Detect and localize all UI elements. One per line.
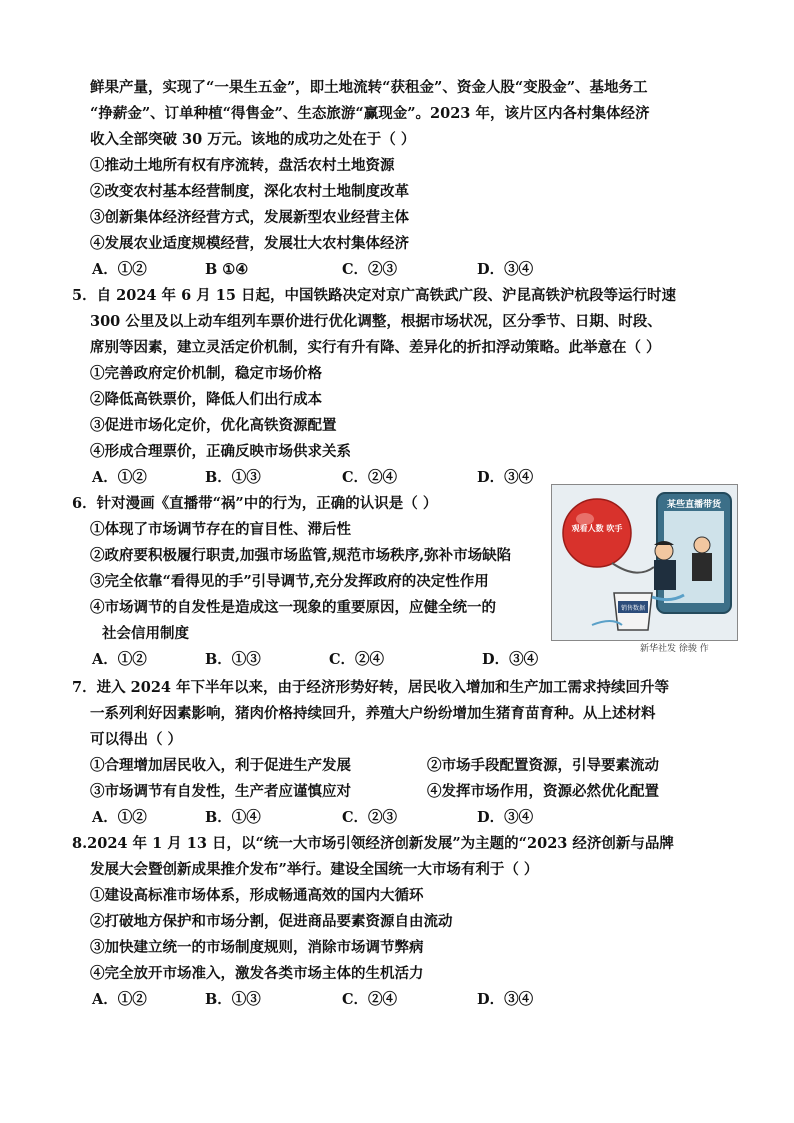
- statement: ④发挥市场作用，资源必然优化配置: [427, 783, 659, 800]
- option-a[interactable]: A．①②: [92, 469, 147, 486]
- option-d[interactable]: D．③④: [477, 261, 534, 278]
- cartoon-credit: 新华社发 徐骏 作: [640, 644, 709, 654]
- option-d[interactable]: D．③④: [482, 651, 539, 668]
- cartoon-illustration: [552, 485, 737, 640]
- statement: ③市场调节有自发性，生产者应谨慎应对: [90, 783, 351, 800]
- option-b[interactable]: B ①④: [205, 261, 249, 278]
- statement: ①推动土地所有权有序流转，盘活农村土地资源: [90, 157, 395, 174]
- stem-line: 5．自 2024 年 6 月 15 日起，中国铁路决定对京广高铁武广段、沪昆高铁沪杭段等运行时速: [72, 287, 676, 304]
- option-c[interactable]: C．②④: [342, 991, 398, 1008]
- option-a[interactable]: A．①②: [92, 651, 147, 668]
- stem-line: 收入全部突破 30 万元。该地的成功之处在于（ ）: [90, 131, 416, 148]
- cartoon-image: [551, 484, 738, 641]
- option-c[interactable]: C．②④: [342, 469, 398, 486]
- cartoon-sign-text: 某些直播带货: [666, 500, 722, 510]
- option-c[interactable]: C．②③: [342, 809, 398, 826]
- statement: ①合理增加居民收入，利于促进生产发展: [90, 757, 351, 774]
- statement: ①体现了市场调节存在的盲目性、滞后性: [90, 521, 351, 538]
- statement: ②降低高铁票价，降低人们出行成本: [90, 391, 322, 408]
- statement: ③创新集体经济经营方式，发展新型农业经营主体: [90, 209, 409, 226]
- statement: ③加快建立统一的市场制度规则，消除市场调节弊病: [90, 939, 424, 956]
- option-d[interactable]: D．③④: [477, 991, 534, 1008]
- stem-line: 可以得出（ ）: [90, 731, 183, 748]
- cartoon-bucket-text: 销售数据: [620, 605, 646, 612]
- statement: ②政府要积极履行职责,加强市场监管,规范市场秩序,弥补市场缺陷: [90, 547, 512, 564]
- cartoon-balloon-text: 观看人数 吹手: [571, 524, 623, 533]
- statement: ④形成合理票价，正确反映市场供求关系: [90, 443, 351, 460]
- statement: ④完全放开市场准入，激发各类市场主体的生机活力: [90, 965, 424, 982]
- stem-line: 席别等因素，建立灵活定价机制，实行有升有降、差异化的折扣浮动策略。此举意在（ ）: [90, 339, 661, 356]
- statement: ②打破地方保护和市场分割，促进商品要素资源自由流动: [90, 913, 453, 930]
- statement: ①完善政府定价机制，稳定市场价格: [90, 365, 322, 382]
- option-a[interactable]: A．①②: [92, 991, 147, 1008]
- statement: ③促进市场化定价，优化高铁资源配置: [90, 417, 337, 434]
- statement: ④市场调节的自发性是造成这一现象的重要原因，应健全统一的: [90, 599, 496, 616]
- option-d[interactable]: D．③④: [477, 469, 534, 486]
- stem-line: “挣薪金”、订单种植“得售金”、生态旅游“赢现金”。2023 年，该片区内各村集体经济: [90, 105, 650, 122]
- option-d[interactable]: D．③④: [477, 809, 534, 826]
- stem-line: 一系列利好因素影响，猪肉价格持续回升，养殖大户纷纷增加生猪育苗育种。从上述材料: [90, 705, 656, 722]
- option-b[interactable]: B．①④: [205, 809, 261, 826]
- statement: ②改变农村基本经营制度，深化农村土地制度改革: [90, 183, 409, 200]
- option-c[interactable]: C．②④: [329, 651, 385, 668]
- statement-continued: 社会信用制度: [102, 625, 189, 642]
- option-c[interactable]: C．②③: [342, 261, 398, 278]
- stem-line: 7．进入 2024 年下半年以来，由于经济形势好转，居民收入增加和生产加工需求持续回升等: [72, 679, 670, 696]
- stem-line: 8.2024 年 1 月 13 日，以“统一大市场引领经济创新发展”为主题的“2023 经济创新与品牌: [72, 835, 674, 852]
- option-b[interactable]: B．①③: [205, 651, 261, 668]
- statement: ④发展农业适度规模经营，发展壮大农村集体经济: [90, 235, 409, 252]
- stem-line: 发展大会暨创新成果推介发布”举行。建设全国统一大市场有利于（ ）: [90, 861, 539, 878]
- option-b[interactable]: B．①③: [205, 991, 261, 1008]
- stem-line: 鲜果产量，实现了“一果生五金”，即土地流转“获租金”、资金人股“变股金”、基地务工: [90, 79, 648, 96]
- statement: ③完全依靠“看得见的手”引导调节,充分发挥政府的决定性作用: [90, 573, 489, 590]
- option-a[interactable]: A．①②: [92, 261, 147, 278]
- stem-line: 6．针对漫画《直播带“祸”中的行为，正确的认识是（ ）: [72, 495, 438, 512]
- option-a[interactable]: A．①②: [92, 809, 147, 826]
- statement: ②市场手段配置资源，引导要素流动: [427, 757, 659, 774]
- stem-line: 300 公里及以上动车组列车票价进行优化调整，根据市场状况，区分季节、日期、时段、: [90, 313, 662, 330]
- statement: ①建设高标准市场体系，形成畅通高效的国内大循环: [90, 887, 424, 904]
- option-b[interactable]: B．①③: [205, 469, 261, 486]
